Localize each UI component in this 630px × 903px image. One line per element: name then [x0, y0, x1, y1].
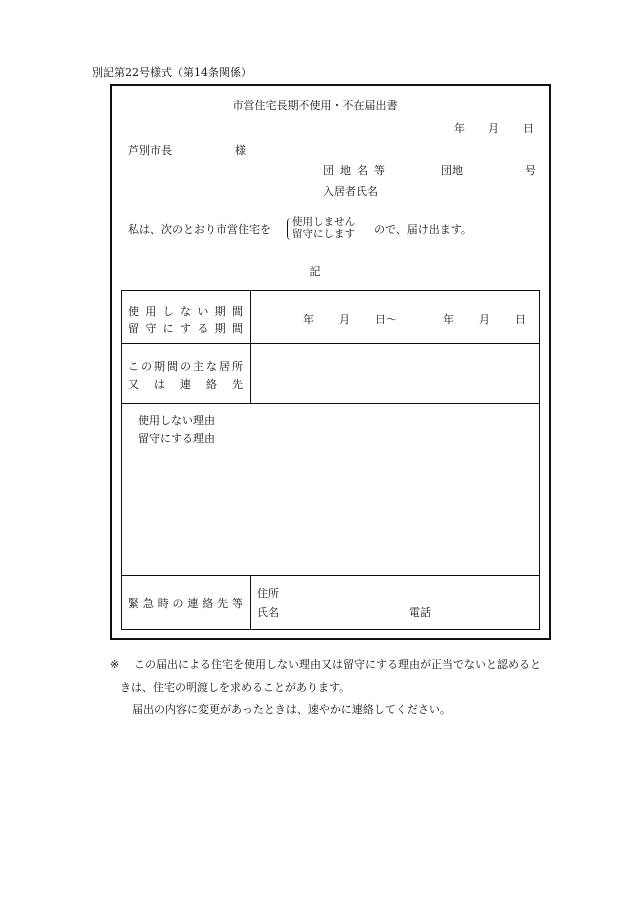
- period-from-day: 日～: [375, 313, 397, 326]
- row-divider: [122, 575, 539, 576]
- date-year-label: 年: [454, 122, 465, 135]
- period-from-year: 年: [303, 313, 314, 326]
- reason-label-1: 使用しない理由: [138, 414, 215, 427]
- complex-label: 団 地 名 等: [323, 164, 385, 177]
- form-title: 市営住宅長期不使用・不在届出書: [232, 99, 398, 112]
- declaration-option-2: 留守にします: [292, 228, 355, 240]
- date-month-label: 月: [488, 122, 499, 135]
- date-day-label: 日: [523, 122, 534, 135]
- column-divider: [250, 575, 251, 629]
- addressee-name: 芦別市長: [128, 144, 172, 157]
- period-to-day: 日: [515, 313, 526, 326]
- details-table: [121, 290, 540, 630]
- declaration-suffix: ので、届け出ます。: [374, 223, 472, 236]
- note-line-1: この届出による住宅を使用しない理由又は留守にする理由が正当でないと認めると: [134, 658, 541, 671]
- declaration-prefix: 私は、次のとおり市営住宅を: [128, 223, 271, 236]
- phone-label: 電話: [409, 606, 431, 619]
- ki-label: 記: [309, 265, 321, 278]
- column-divider: [250, 291, 251, 403]
- note-line-2: きは、住宅の明渡しを求めることがあります。: [120, 681, 351, 694]
- residence-label-2: 又 は 連 絡 先: [128, 378, 243, 391]
- note-line-3: 届出の内容に変更があったときは、速やかに連絡してください。: [132, 703, 451, 716]
- row-divider: [122, 343, 539, 344]
- period-to-month: 月: [479, 313, 490, 326]
- addressee-honorific: 様: [235, 144, 246, 157]
- period-from-month: 月: [339, 313, 350, 326]
- name-label: 氏名: [257, 606, 279, 619]
- complex-suffix: 団地: [441, 164, 463, 177]
- row-divider: [122, 403, 539, 404]
- emergency-label: 緊 急 時 の 連 絡 先 等: [128, 597, 243, 610]
- period-label-2: 留 守 に す る 期 間: [128, 322, 243, 335]
- period-label-1: 使 用 し な い 期 間: [128, 305, 243, 318]
- declaration-option-1: 使用しません: [292, 216, 355, 228]
- reason-label-2: 留守にする理由: [138, 432, 215, 445]
- resident-name-label: 入居者氏名: [323, 185, 378, 198]
- residence-label-1: こ の 期 間 の 主 な 居 所: [128, 360, 243, 373]
- number-suffix: 号: [525, 164, 536, 177]
- form-id: 別記第22号様式（第14条関係）: [92, 66, 252, 79]
- period-to-year: 年: [443, 313, 454, 326]
- note-mark: ※: [110, 658, 120, 671]
- address-label: 住所: [257, 587, 279, 600]
